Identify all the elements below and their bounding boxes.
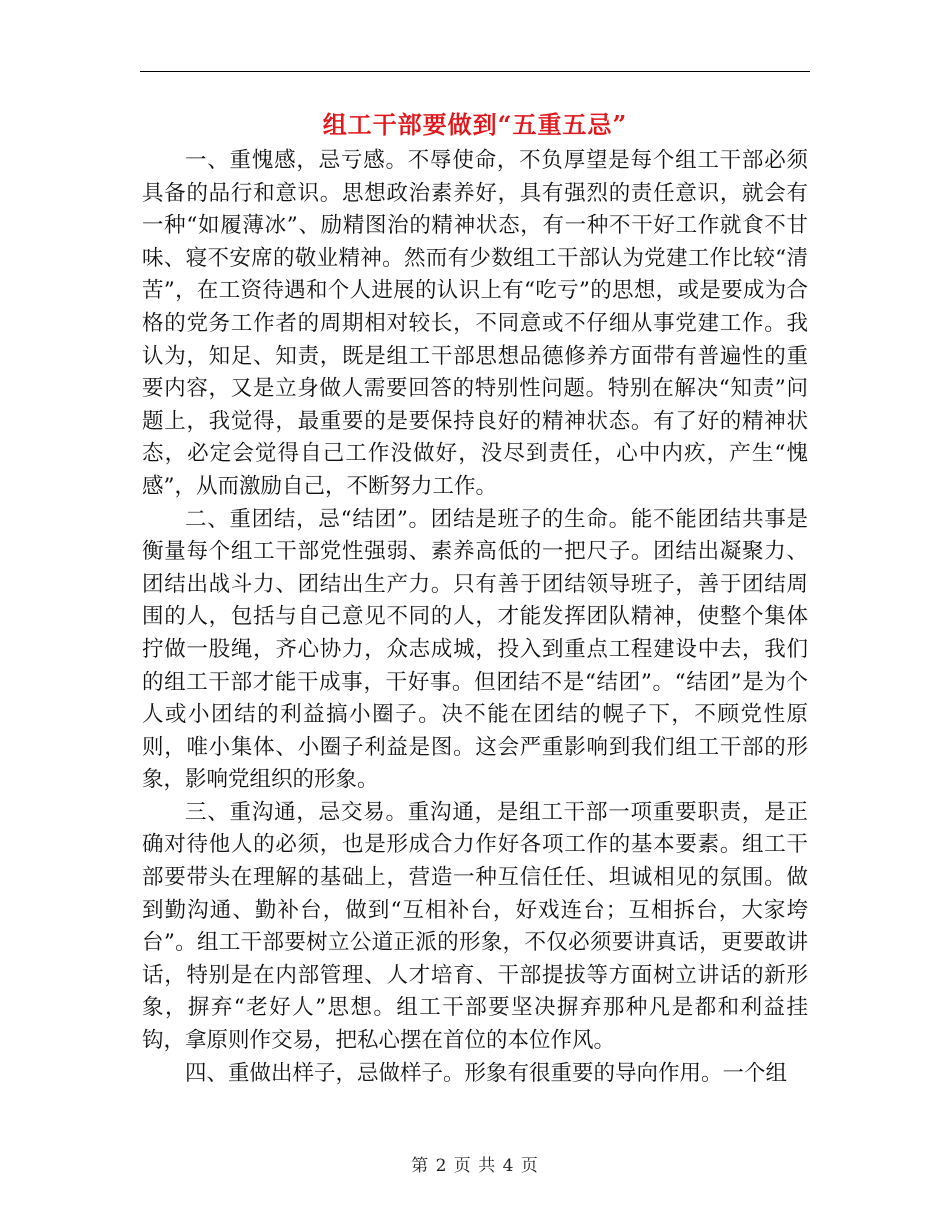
paragraph-3: 三、重沟通，忌交易。重沟通，是组工干部一项重要职责，是正确对待他人的必须，也是形成合力作好各项工作的基本要素。组工干部要带头在理解的基础上，营造一种互信任任、坦诚相见的氛围。做到勤沟通、勤补台，做到“互相补台，好戏连台；互相拆台，大家垮台”。组工干部要树立公道正派的形象，不仅必须要讲真话，更要敢讲话，特别是在内部管理、人才培育、干部提拔等方面树立讲话的新形象，摒弃“老好人”思想。组工干部要坚决摒弃那种凡是都和利益挂钩，拿原则作交易，把私心摆在首位的本位作风。 — [142, 799, 808, 1054]
paragraph-4: 四、重做出样子，忌做样子。形象有很重要的导向作用。一个组 — [185, 1060, 788, 1086]
document-body — [142, 145, 808, 1090]
document-title: 组工干部要做到“五重五忌” — [322, 110, 628, 139]
header-rule — [140, 71, 810, 72]
paragraph-1: 一、重愧感，忌亏感。不辱使命，不负厚望是每个组工干部必须具备的品行和意识。思想政治素养好，具有强烈的责任意识，就会有一种“如履薄冰”、励精图治的精神状态，有一种不干好工作就食不甘味、寝不安席的敬业精神。然而有少数组工干部认为党建工作比较“清苦”，在工资待遇和个人进展的认识上有“吃亏”的思想，或是要成为合格的党务工作者的周期相对较长，不同意或不仔细从事党建工作。我认为，知足、知责，既是组工干部思想品德修养方面带有普遍性的重要内容，又是立身做人需要回答的特别性问题。特别在解决“知责”问题上，我觉得，最重要的是要保持良好的精神状态。有了好的精神状态，必定会觉得自己工作没做好，没尽到责任，心中内疚，产生“愧感”，从而激励自己，不断努力工作。 — [142, 148, 808, 499]
paragraph-2: 二、重团结，忌“结团”。团结是班子的生命。能不能团结共事是衡量每个组工干部党性强弱、素养高低的一把尺子。团结出凝聚力、团结出战斗力、团结出生产力。只有善于团结领导班子，善于团结周围的人，包括与自己意见不同的人，才能发挥团队精神，使整个集体拧做一股绳，齐心协力，众志成城，投入到重点工程建设中去，我们的组工干部才能干成事，干好事。但团结不是“结团”。“结团”是为个人或小团结的利益搞小圈子。决不能在团结的幌子下，不顾党性原则，唯小集体、小圈子利益是图。这会严重影响到我们组工干部的形象，影响党组织的形象。 — [142, 506, 808, 793]
page-number-footer: 第 2 页 共 4 页 — [411, 1156, 539, 1176]
